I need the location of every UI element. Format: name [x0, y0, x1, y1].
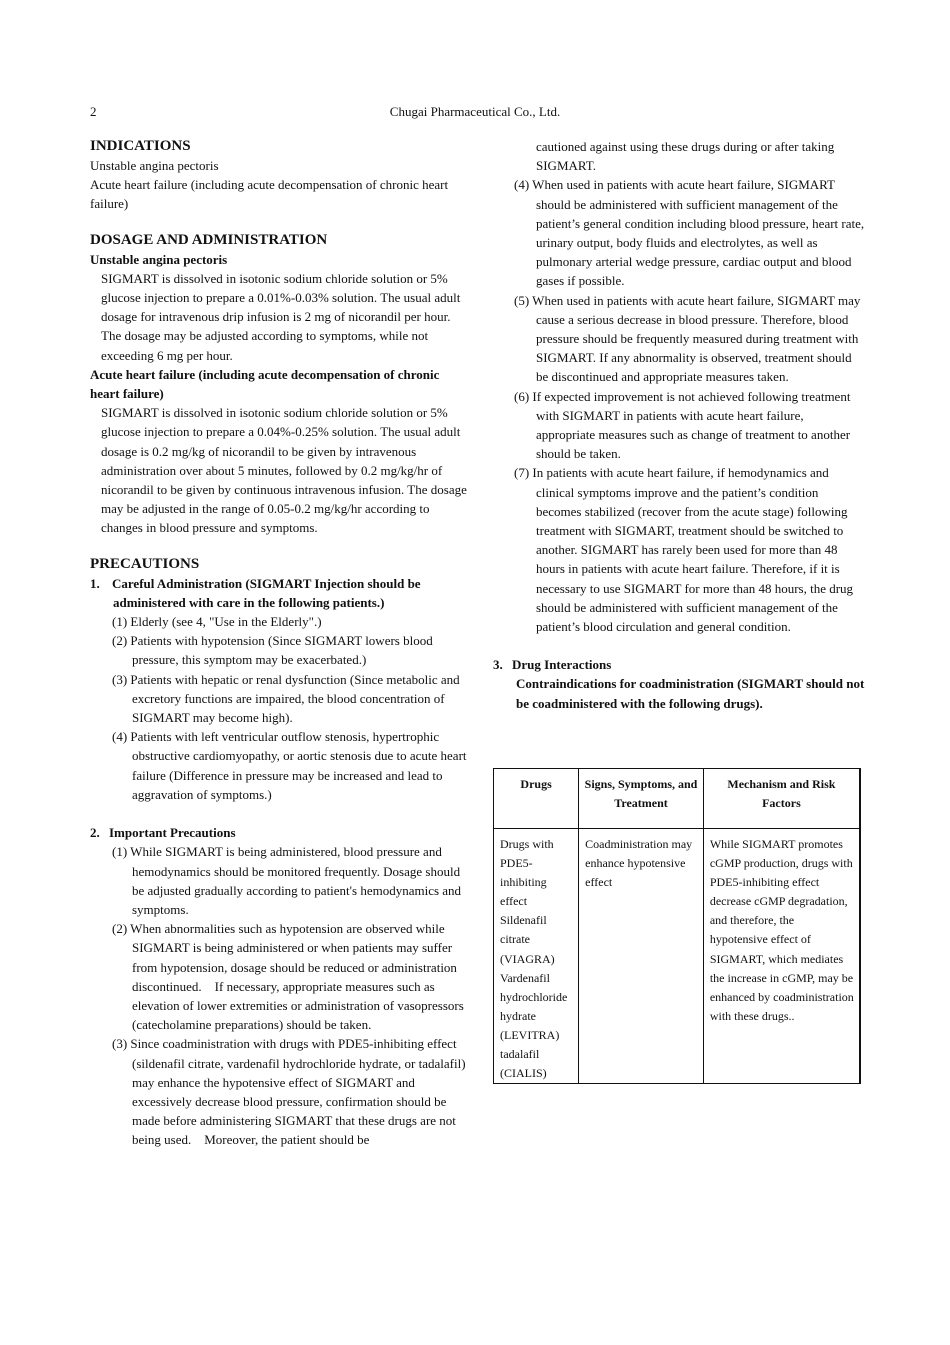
- table-header: Drugs: [494, 769, 579, 829]
- dosage-text-angina: SIGMART is dissolved in isotonic sodium chloride solution or 5% glucose injection to prepare a 0.01%-0.03% solution. The usual adult dosage for intravenous drip infusion is 2 mg of nicorandil per hour. The dosage may be adjusted according to symptoms, while not exceeding 6 mg per hour.: [101, 270, 464, 363]
- signs-cell: Coadministration may enhance hypotensive effect: [579, 829, 704, 1084]
- indication-item: Unstable angina pectoris: [90, 158, 219, 173]
- dosage-subheading-angina: Unstable angina pectoris: [90, 251, 228, 267]
- section-title-text: Important Precautions: [109, 825, 236, 841]
- dosage-subheading-heart-failure: Acute heart failure (including acute decompensation of chronic heart failure): [90, 366, 440, 402]
- left-column: [90, 137, 470, 1150]
- right-column: [493, 137, 865, 713]
- section-number: 2.: [90, 825, 100, 841]
- section-number: 3.: [493, 657, 503, 673]
- precaution-item: (4) Patients with left ventricular outflow stenosis, hypertrophic obstructive cardiomyopathy, or aortic stenosis due to acute heart failure (Difference in pressure may be increased and lead to aggravation of symptoms.): [112, 729, 467, 802]
- table-row: [494, 829, 861, 1084]
- page-number: 2: [90, 104, 97, 119]
- precaution-item: (3) Patients with hepatic or renal dysfunction (Since metabolic and excretory functions are impaired, the blood concentration of SIGMART may become high).: [112, 671, 460, 726]
- table-header: Signs, Symptoms, and Treatment: [579, 769, 704, 829]
- precaution-item: (2) Patients with hypotension (Since SIGMART lowers blood pressure, this symptom may be exacerbated.): [112, 633, 433, 668]
- indications-heading: INDICATIONS: [90, 138, 191, 154]
- precaution-item: (3) Since coadministration with drugs with PDE5-inhibiting effect (sildenafil citrate, vardenafil hydrochloride hydrate, or tadalafil) may enhance the hypotensive effect of SIGMART and excessively decrease blood pressure, confirmation should be made before administering SIGMART that these drugs are not being used. Moreover, the patient should be: [112, 1036, 466, 1148]
- precaution-item-continued: cautioned against using these drugs during or after taking SIGMART.: [536, 139, 835, 174]
- precaution-item: (5) When used in patients with acute heart failure, SIGMART may cause a serious decrease in blood pressure. Therefore, blood pressure should be frequently measured during treatment with SIGMART. If any abnormality is observed, treatment should be discontinued and appropriate measures taken.: [514, 292, 861, 385]
- mechanism-cell: While SIGMART promotes cGMP production, drugs with PDE5-inhibiting effect decrease cGMP degradation, and therefore, the hypotensive effect of SIGMART, which mediates the increase in cGMP, may be enhanced by coadministration with these drugs..: [703, 829, 860, 1084]
- careful-administration-title: [90, 574, 470, 612]
- important-precautions-title: [90, 823, 470, 842]
- table-header-row: [494, 769, 861, 829]
- section-number: 1.: [90, 575, 100, 591]
- precaution-item: (2) When abnormalities such as hypotension are observed while SIGMART is being administered or when patients may suffer from hypotension, dosage should be reduced or administration discontinued. If necessary, appropriate measures such as elevation of lower extremities or administration of vasopressors (catecholamine preparations) should be taken.: [112, 921, 464, 1033]
- precautions-heading: PRECAUTIONS: [90, 555, 200, 572]
- company-name: Chugai Pharmaceutical Co., Ltd.: [389, 104, 561, 119]
- section-title-text: Careful Administration (SIGMART Injection should be administered with care in the following patients.): [112, 575, 421, 610]
- dosage-text-heart-failure: SIGMART is dissolved in isotonic sodium chloride solution or 5% glucose injection to prepare a 0.04%-0.25% solution. The usual adult dosage is 0.2 mg/kg of nicorandil to be given by intravenous administration over about 5 minutes, followed by 0.2 mg/kg/hr of nicorandil to be given by continuous intravenous infusion. The dosage may be adjusted in the range of 0.05-0.2 mg/kg/hr according to changes in blood pressure and symptoms.: [101, 405, 467, 536]
- precaution-item: (4) When used in patients with acute heart failure, SIGMART should be administered with sufficient management of the patient’s general condition including blood pressure, heart rate, urinary output, body fluids and electrolytes, as well as pulmonary arterial wedge pressure, cardiac output and blood gases if possible.: [514, 177, 865, 289]
- table-header: Mechanism and Risk Factors: [703, 769, 860, 829]
- precaution-item: (7) In patients with acute heart failure, if hemodynamics and clinical symptoms improve and the patient’s condition becomes stabilized (recover from the acute stage) following treatment with SIGMART, treatment should be switched to another. SIGMART has rarely been used for more than 48 hours in patients with acute heart failure. Therefore, if it is necessary to use SIGMART for more than 48 hours, the drug should be administered with sufficient management of the patient’s blood circulation and general condition.: [514, 465, 854, 635]
- section-title-text: Drug Interactions: [512, 657, 612, 673]
- indication-item: Acute heart failure (including acute decompensation of chronic heart failure): [90, 177, 449, 212]
- precaution-item: (6) If expected improvement is not achieved following treatment with SIGMART in patients with acute heart failure, appropriate measures such as change of treatment to another should be taken.: [514, 388, 851, 462]
- dosage-heading: DOSAGE AND ADMINISTRATION: [90, 231, 328, 248]
- drug-interaction-table: [493, 768, 861, 1084]
- drugs-cell: Drugs with PDE5-inhibiting effect Sildenafil citrate (VIAGRA) Vardenafil hydrochloride hydrate (LEVITRA) tadalafil (CIALIS): [494, 829, 579, 1084]
- precaution-item: (1) Elderly (see 4, "Use in the Elderly".): [112, 614, 322, 630]
- drug-interactions-title: [493, 655, 865, 674]
- precaution-item: (1) While SIGMART is being administered, blood pressure and hemodynamics should be monitored frequently. Dosage should be adjusted gradually according to patient's hemodynamics and symptoms.: [112, 844, 462, 917]
- contraindications-subtitle: Contraindications for coadministration (SIGMART should not be coadministered with the following drugs).: [516, 676, 865, 711]
